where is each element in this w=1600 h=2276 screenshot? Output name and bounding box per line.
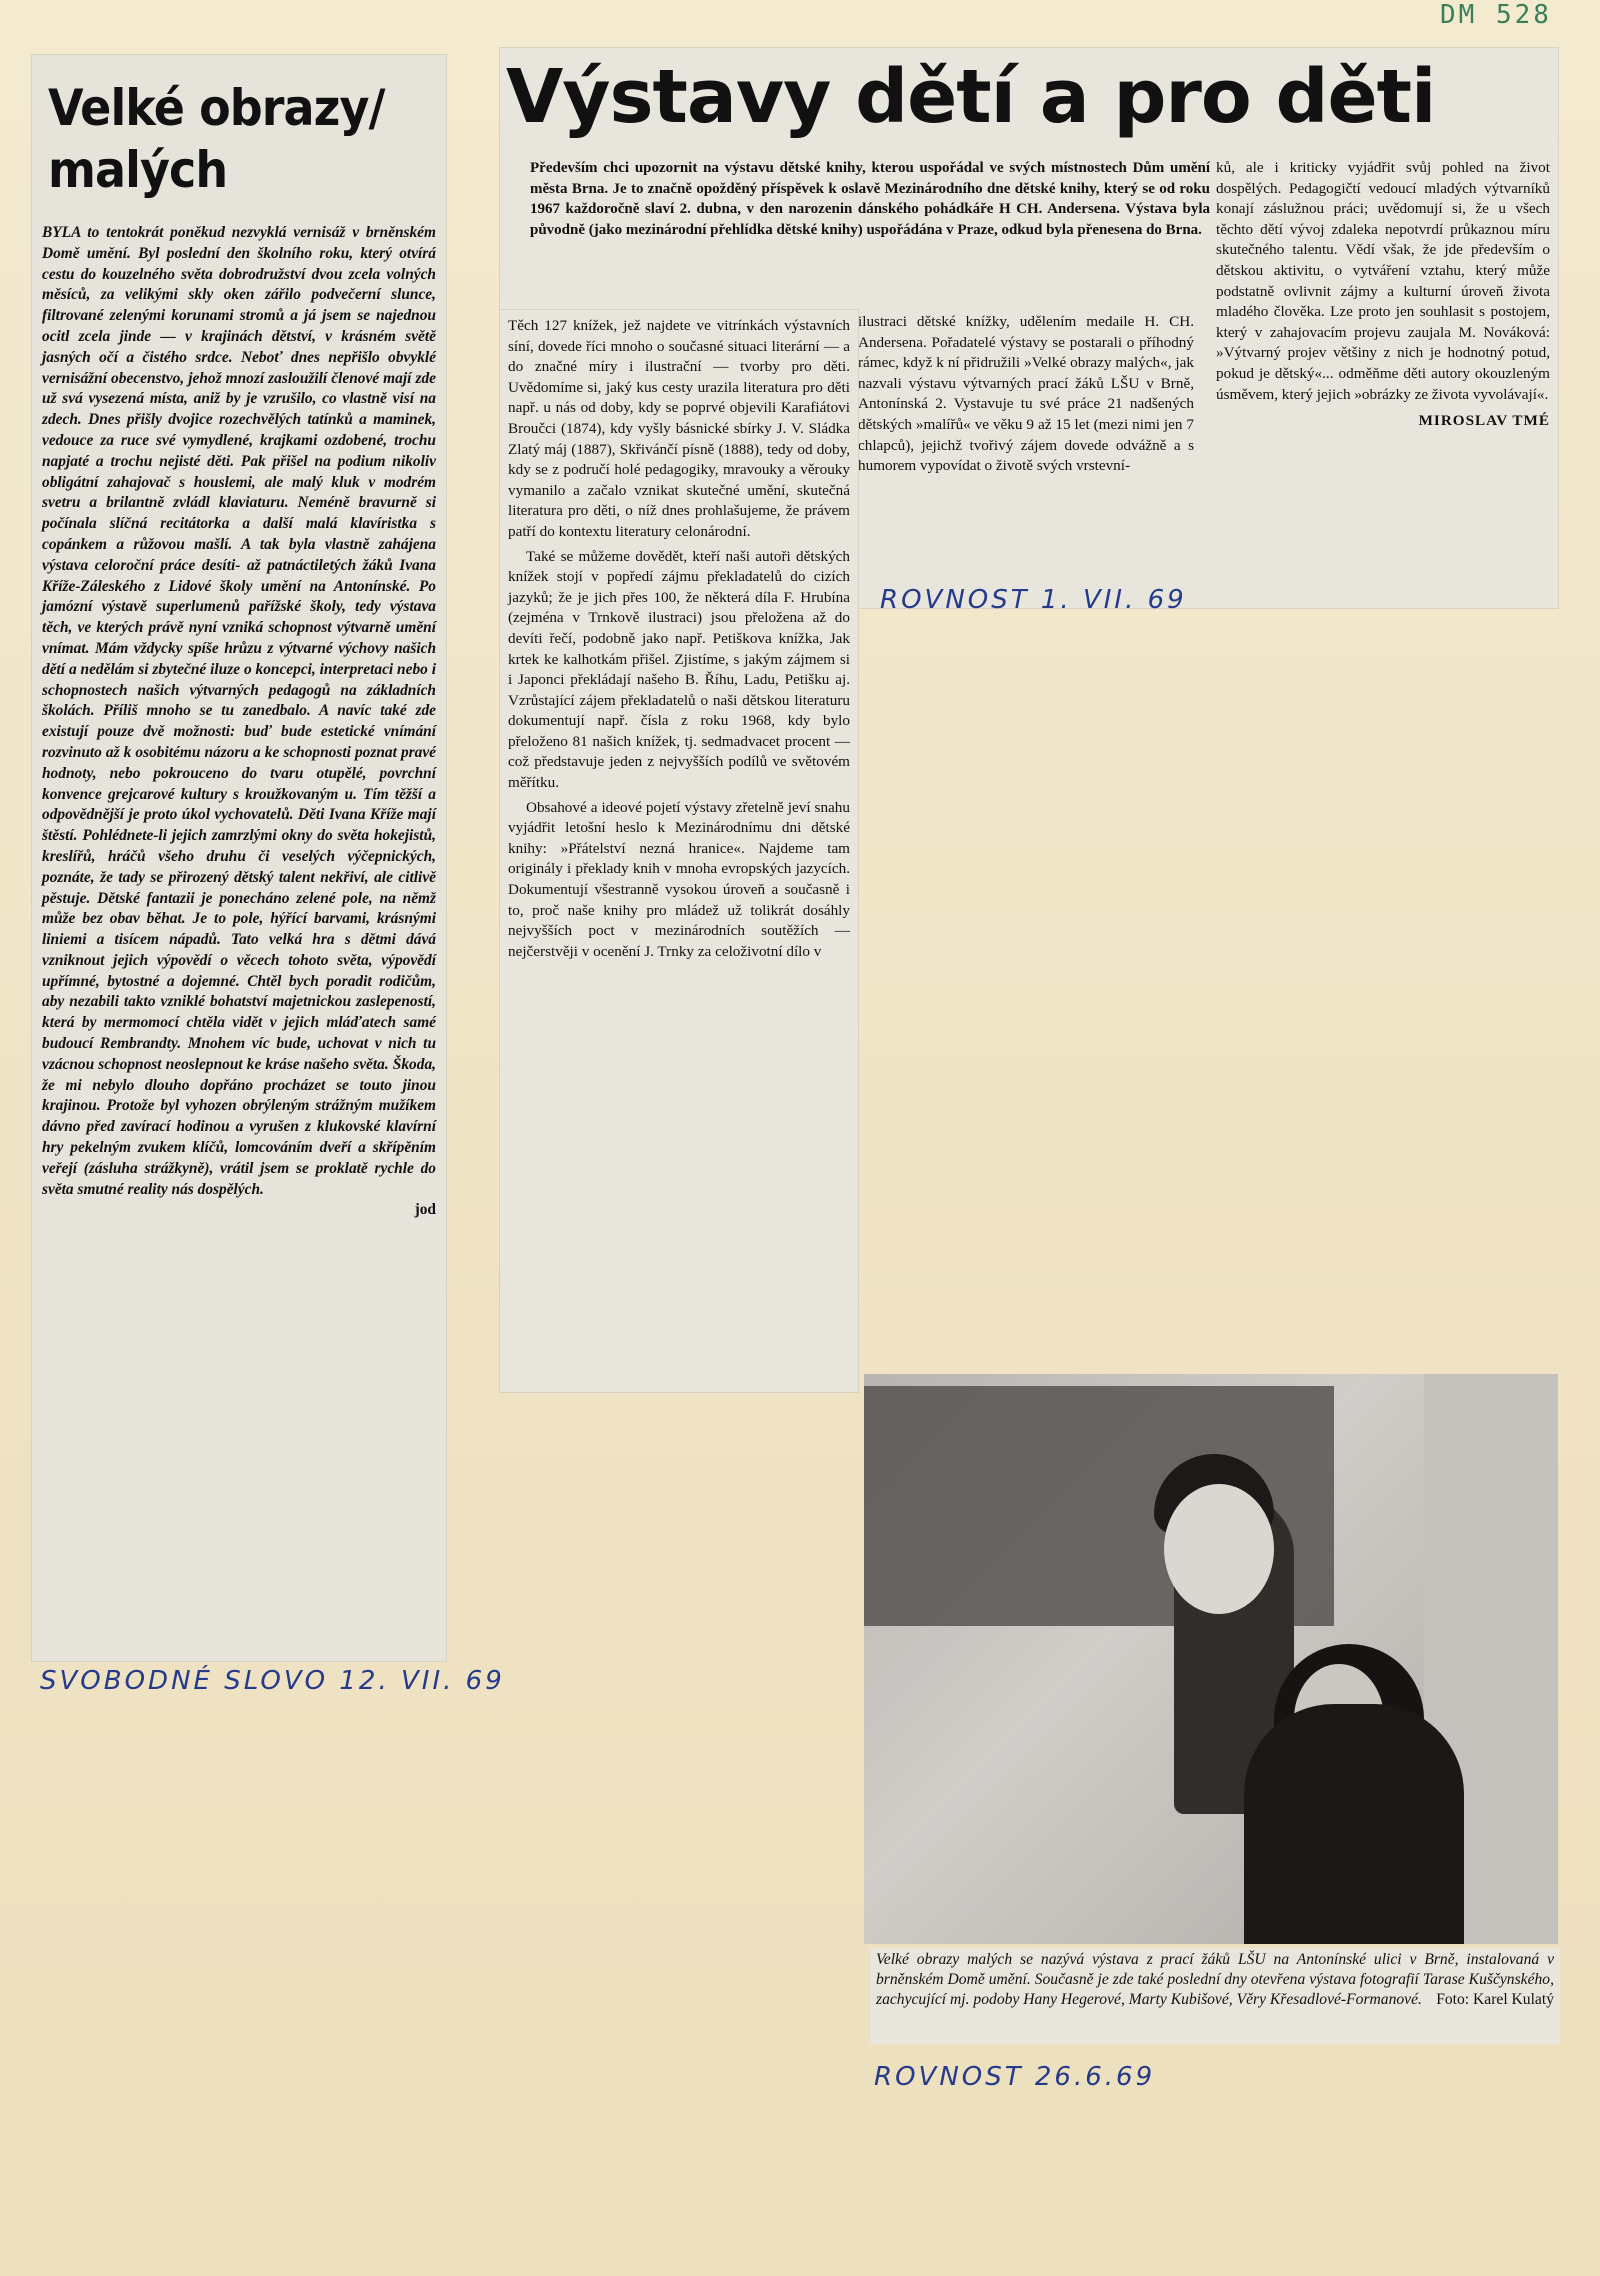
clipping-title: Výstavy dětí a pro děti (506, 54, 1436, 140)
column-a (500, 310, 858, 1392)
column-c-text: ků, ale i kriticky vyjádřit svůj pohled na život dospělých. Pedagogičtí vedoucí mladých výtvarníků konají záslužnou práci; uvědomují si, že u všech těchto dětí vývoj zdaleka nepotvrdí průkaznou míru skutečného talentu. Vědí však, že jde především o dětskou aktivitu, o vytváření vztahu, který může podstatně ovlivnit zájmy a kulturní úroveň života mladého člověka. Lze proto jen souhlasit s postojem, který v zahajovacím projevu zaujala M. Nováková: »Výtvarný projev většiny z nich je hodnotný potud, pokud je dětský«... odměňme děti autory okouzleným úsměvem, který jejich »obrázky ze života vyvolávají«. (1216, 159, 1550, 403)
column-a-p3: Obsahové a ideové pojetí výstavy zřetelně jeví snahu vyjádřit letošní heslo k Mezinárodnímu dni dětské knihy: »Přátelství nezná hranice«. Najdeme tam originály i překlady knih v mnoha evropských jazycích. Dokumentují všestranně vysokou úroveň a současně i to, proč naše knihy pro mládež už tolikrát dosáhly nejvyšších poct v mezinárodních soutěžích — nejčerstvěji v ocenění J. Trnky za celoživotní dílo v (508, 798, 850, 960)
clipping-body: BYLA to tentokrát poněkud nezvyklá vernisáž v brněnském Domě umění. Byl poslední den školního roku, který otvírá cestu do kouzelného světa dobrodružství dvou zcela volných měsíců, za velikými skly oken zářilo podvečerní slunce, filtrované zelenými korunami stromů a já jsem se najednou ocitl zcela jinde — v krajinách dětství, v krásném světě jasných očí a čistého srdce. Neboť dnes nepřišlo obvyklé vernisážní obecenstvo, jehož mnozí zasloužilí členové mají zde už svá vysezená místa, aniž by je vzrušilo, co vlastně visí na zdech. Dnes přišly dvojice rozechvělých tatínků a maminek, vedouce za ruce své vymydlené, krajkami ozdobené, trochu napjaté a trochu nejisté děti. Pak přišel na podium nikoliv obligátní zahajovač s houslemi, ale malý kluk v modrém svetru a brilantně zvládl klaviaturu. Neméně bravurně si počínala slíčná recitátorka a další malá klavíristka s copánkem a růžovou mašlí. A tak byla vlastně zahájena výstava celoroční práce desíti- až patnáctiletých žáků Ivana Kříže-Záleského z Lidové školy umění na Antonínské. Po jamózní výstavě superlumenů pařížské školy, tedy výstava těch, ve kterých právě nyní vzniká schopnost výtvarně umění vnímat. Mám vždycky spíše hrůzu z výtvarné výchovy našich dětí a nedělám si zbytečné iluze o koncepci, interpretaci nebo i schopnostech našich výtvarných pedagogů na základních školách. Příliš mnoho se tu zanedbalo. A navíc také zde existují pouze dvě možnosti: buď bude estetické vnímání rozvinuto až k osobitému názoru a ke schopnosti poznat pravé hodnoty, nebo pokrouceno do tvaru otupělé, povrchní konvence grejcarové kultury s kroužkovaným u. Tím těžší a odpovědnější je proto úkol vychovatelů. Děti Ivana Kříže mají štěstí. Pohlédnete-li jejich zamrzlými okny do světa hokejistů, kreslířů, hráčů všeho druhu či veselých výčepnických, poznáte, že tady se přirozený dětský talent nekřiví, ale citlivě pěstuje. Dětské fantazii je ponecháno zelené pole, na němž může bez obav běhat. Je to pole, hýřící barvami, krásnými liniemi a tisícem nápadů. Tato velká hra s dětmi dává vzniknout jejich výpovědí o věcech tohoto světa, výpovědí upřímné, bytostné a dojemné. Chtěl bych poradit rodičům, aby nezabili takto vzniklé bohatství majetnickou zaslepeností, která by mermomocí chtěla vidět v jejich mláďatech samé budoucí Rembrandty. Mnohem víc bude, uchovat v nich tu vzácnou schopnost neoslepnout ke kráse našeho světa. Škoda, že mi nebylo dlouho dopřáno procházet se touto jinou krajinou. Protože byl vyhozen obrýleným strážným mužíkem dávno před zavírací hodinou a vyrušen z klukovské klavírní hry pekelným zvukem klíčů, lomcováním dveří a skřípěním veřejí (zásluha strážkyně), vrátil jsem se proklatě rychle do světa smutné reality nás dospělých. (42, 224, 436, 1198)
clipping-intro: Především chci upozornit na výstavu dětské knihy, kterou uspořádal ve svých místnostech Dům umění města Brna. Je to značně opožděný příspěvek k oslavě Mezinárodního dne dětské knihy, který se od roku 1967 každoročně slaví 2. dubna, v den narozenin dánského pohádkáře H CH. Andersena. Výstava byla původně (jako mezinárodní přehlídka dětské knihy) uspořádána v Praze, odkud byla přenesena do Brna. (530, 160, 1210, 238)
article-author: MIROSLAV TMÉ (1418, 412, 1550, 430)
handwritten-source-note: SVOBODNÉ SLOVO 12. VII. 69 (40, 1666, 505, 1696)
clipping-velke-obrazy (32, 55, 446, 1661)
photo-credit: Foto: Karel Kulatý (1436, 1991, 1554, 2009)
photo-figure-front (1244, 1704, 1464, 1944)
title-line-2: malých (48, 141, 228, 199)
photo-figure-back-face (1164, 1484, 1274, 1614)
handwritten-source-note: ROVNOST 1. VII. 69 (880, 585, 1187, 615)
column-a-p1: Těch 127 knížek, jež najdete ve vitrínkách výstavních síní, dovede říci mnoho o současné situaci literární — a do značné míry i ilustrační — tvorby pro děti. Uvědomíme si, jaký kus cesty urazila literatura pro děti např. u nás od doby, kdy se poprvé objevili Karafiátovi Broučci (1874), kdy vyšly básnické sbírky J. V. Sládka Zlatý máj (1887), Skřivánčí písně (1888), tedy od doby, kdy se z područí holé pedagogiky, mravouky a věrouky vymanilo a začalo vznikat skutečné umění, skutečná literatura pro děti, o níž dnes prohlašujeme, že právem patří do kontextu literatury celonárodní. (508, 317, 850, 540)
clipping-title: Velké obrazy/ malých (48, 79, 385, 199)
column-b-text: ilustraci dětské knížky, udělením medaile H. CH. Andersena. Pořadatelé výstavy se postarali o příhodný rámec, když k ní přidružili »Velké obrazy malých«, jak nazvali výstavu výtvarných prací žáků LŠU v Brně, Antonínská 2. Vystavuje tu své práce 21 nadšených dětských »malířů« ve věku 9 až 15 let (mezi nimi jen 7 chlapců), jejichž tvořivý zájem dovede odvážně a s humorem vypovídat o životě svých vrstevní- (858, 313, 1194, 475)
photo-caption (870, 1948, 1560, 2044)
caption-text: Velké obrazy malých se nazývá výstava z prací žáků LŠU na Antonínské ulici v Brně, instalovaná v brněnském Domě umění. Současně je zde také poslední dny otevřena výstava fotografií Tarase Kuščynského, zachycující mj. podoby Hany Hegerové, Marty Kubišové, Věry Křesadlové-Formanové. (876, 1951, 1554, 2009)
handwritten-source-note: ROVNOST 26.6.69 (874, 2062, 1156, 2092)
clipping-signature: jod (414, 1201, 436, 1219)
column-c (1216, 158, 1550, 447)
title-line-1: Velké obrazy (48, 79, 369, 137)
column-a-p2: Také se můžeme dovědět, kteří naši autoři dětských knížek stojí v popředí zájmu překladatelů do cizích jazyků; že je jich přes 100, že některá díla F. Hrubína (zejména v Trnkově ilustraci) jsou přeložena až do devíti řečí, podobně jako např. Petiškova knížka, Jak krtek ke kalhotkám přišel. Zjistíme, s jakým zájmem si i Japonci překládají našeho B. Říhu, Ladu, Petišku aj. Vzrůstající zájem překladatelů o naši dětskou literaturu dokumentují např. čísla z roku 1968, kdy bylo přeloženo 81 našich knížek, tj. sedmadvacet procent — což představuje jeden z nejvyšších podílů ve světovém měřítku. (508, 547, 850, 792)
column-b (858, 312, 1194, 477)
exhibition-photo (864, 1374, 1558, 1944)
archive-mark: DM 528 (1440, 0, 1552, 30)
